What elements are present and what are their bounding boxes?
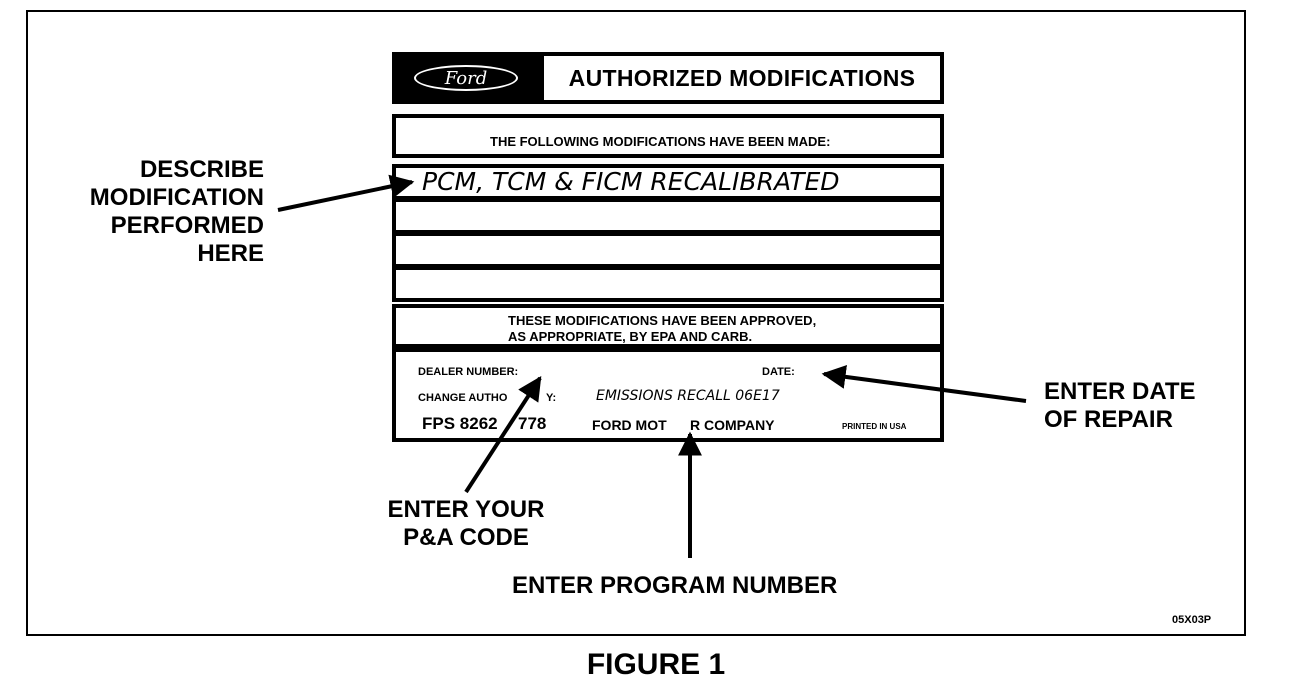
change-authority-label-end: Y: xyxy=(546,392,557,404)
form-number-end: 778 xyxy=(518,414,547,433)
date-arrow xyxy=(824,374,1026,401)
callout-program-line: ENTER PROGRAM NUMBER xyxy=(512,572,838,599)
program-entry: EMISSIONS RECALL 06E17 xyxy=(596,388,780,404)
callout-describe-line-2: MODIFICATION xyxy=(89,184,264,211)
company-name: FORD MOT xyxy=(592,417,667,433)
label-title: AUTHORIZED MODIFICATIONS xyxy=(540,52,944,104)
figure-code: 05X03P xyxy=(1172,614,1212,626)
printed-in-usa: PRINTED IN USA xyxy=(842,422,907,431)
dealer-number-label: DEALER NUMBER: xyxy=(418,366,519,378)
callout-pa-line-2: P&A CODE xyxy=(403,524,529,551)
callout-date-line-2: OF REPAIR xyxy=(1044,406,1173,433)
date-label: DATE: xyxy=(762,366,795,378)
callout-describe-line-3: PERFORMED xyxy=(110,212,264,239)
ford-logo-text: Ford xyxy=(444,67,488,89)
callout-pa-line-1: ENTER YOUR xyxy=(387,496,545,523)
pa-code-arrow xyxy=(466,378,540,492)
callout-describe-line-4: HERE xyxy=(197,240,264,267)
callout-describe-line-1: DESCRIBE xyxy=(139,156,264,183)
callout-date-line-1: ENTER DATE xyxy=(1044,378,1196,405)
approval-line-1: THESE MODIFICATIONS HAVE BEEN APPROVED, xyxy=(508,313,817,328)
company-name-end: R COMPANY xyxy=(690,417,775,433)
form-number: FPS 8262 xyxy=(422,414,498,433)
describe-arrow xyxy=(278,182,412,210)
change-authority-label: CHANGE AUTHO xyxy=(418,392,508,404)
figure-caption: FIGURE 1 xyxy=(586,648,726,681)
modification-entry: PCM, TCM & FICM RECALIBRATED xyxy=(422,167,840,196)
approval-line-2: AS APPROPRIATE, BY EPA AND CARB. xyxy=(508,329,753,344)
header-line: THE FOLLOWING MODIFICATIONS HAVE BEEN MADE: xyxy=(490,134,831,149)
